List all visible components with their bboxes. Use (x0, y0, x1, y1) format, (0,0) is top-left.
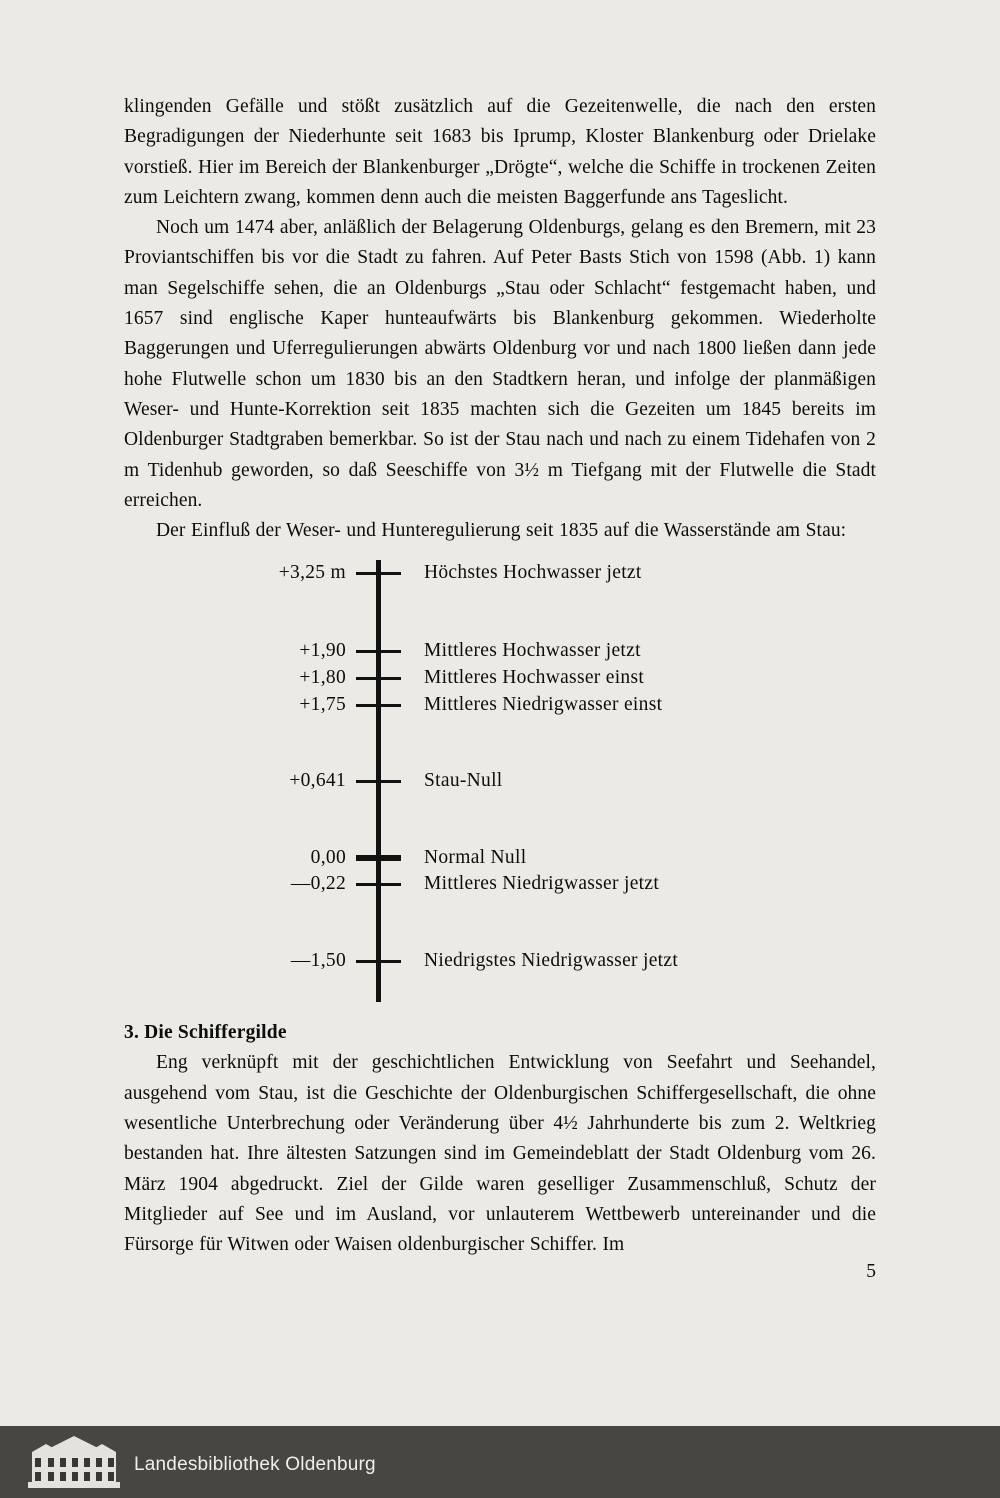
scale-tick-mark (356, 855, 401, 861)
scale-level-row (124, 768, 876, 794)
scale-level-row (124, 871, 876, 897)
scale-tick-mark (356, 704, 401, 707)
scale-level-value: —1,50 (290, 950, 346, 972)
scale-level-label: Niedrigstes Niedrigwasser jetzt (424, 950, 679, 972)
library-logo-icon (26, 1434, 122, 1490)
paragraph-1: klingenden Gefälle und stößt zusätzlich auf die Gezeitenwelle, die nach den ersten Begradigungen der Niederhunte seit 1683 bis Iprump, Kloster Blankenburg oder Drielake vorstieß. Hier im Bereich der Blankenburger „Drögte“, welche die Schiffe in trockenen Zeiten zum Leichtern zwang, kommen denn auch die meisten Baggerfunde ans Tageslicht. (124, 96, 876, 208)
paragraph-2: Noch um 1474 aber, anläßlich der Belagerung Oldenburgs, gelang es den Bremern, mit 23 Proviantschiffen bis vor die Stadt zu fahren. Auf Peter Basts Stich von 1598 (Abb. 1) kann man Segelschiffe sehen, die an Oldenburgs „Stau oder Schlacht“ festgemacht haben, und 1657 sind englische Kaper hunteaufwärts bis Blankenburg gekommen. Wiederholte Baggerungen und Uferregulierungen abwärts Oldenburg vor und nach 1800 ließen dann jede hohe Flutwelle schon um 1830 bis an den Stadtkern heran, und infolge der planmäßigen Weser- und Hunte-Korrektion seit 1835 machten sich die Gezeiten um 1845 bereits im Oldenburger Stadtgraben bemerkbar. So ist der Stau nach und nach zu einem Tidehafen von 2 m Tidenhub geworden, so daß Seeschiffe von 3½ m Tiefgang mit der Flutwelle die Stadt erreichen. (124, 217, 876, 511)
scale-level-label: Mittleres Niedrigwasser jetzt (424, 873, 660, 895)
scale-level-label: Höchstes Hochwasser jetzt (424, 562, 642, 584)
scale-level-value: +1,90 (299, 640, 346, 662)
scale-tick-mark (356, 650, 401, 653)
scale-level-row (124, 692, 876, 718)
scale-level-label: Stau-Null (424, 770, 503, 792)
scale-level-row (124, 845, 876, 871)
scale-level-label: Mittleres Hochwasser einst (424, 667, 645, 689)
scale-level-value: 0,00 (310, 847, 346, 869)
scale-tick-mark (356, 883, 401, 886)
scale-tick-mark (356, 780, 401, 783)
scale-level-value: +3,25 m (278, 562, 346, 584)
scale-level-row (124, 560, 876, 586)
scale-level-value: +0,641 (289, 770, 346, 792)
scale-level-row (124, 638, 876, 664)
water-level-scale-figure (124, 560, 876, 1022)
section-paragraph: Eng verknüpft mit der geschichtlichen Entwicklung von Seefahrt und Seehandel, ausgehend vom Stau, ist die Geschichte der Oldenburgischen Schiffergesellschaft, die ohne wesentliche Unterbrechung oder Veränderung über 4½ Jahrhunderte bis zum 2. Weltkrieg bestanden hat. Ihre ältesten Satzungen sind im Gemeindeblatt der Stadt Oldenburg vom 26. März 1904 abgedruckt. Ziel der Gilde waren geselliger Zusammenschluß, Schutz der Mitglieder auf See und im Ausland, vor unlauterem Wettbewerb untereinander und die Fürsorge für Witwen oder Waisen oldenburgischer Schiffer. Im (124, 1052, 876, 1256)
scale-level-label: Mittleres Hochwasser jetzt (424, 640, 641, 662)
scale-level-label: Normal Null (424, 847, 527, 869)
page-number: 5 (866, 1260, 876, 1282)
scale-tick-mark (356, 960, 401, 963)
scale-level-value: +1,80 (299, 667, 346, 689)
scale-level-label: Mittleres Niedrigwasser einst (424, 694, 663, 716)
section-heading: 3. Die Schiffergilde (124, 1022, 287, 1044)
scale-level-value: —0,22 (290, 873, 346, 895)
paragraph-3: Der Einfluß der Weser- und Hunteregulierung seit 1835 auf die Wasserstände am Stau: (156, 520, 847, 542)
scale-tick-mark (356, 572, 401, 575)
scale-level-value: +1,75 (299, 694, 346, 716)
page-content (124, 92, 876, 1309)
watermark-label: Landesbibliothek Oldenburg (134, 1454, 376, 1475)
scale-tick-mark (356, 677, 401, 680)
scale-level-row (124, 948, 876, 974)
scale-level-row (124, 665, 876, 691)
